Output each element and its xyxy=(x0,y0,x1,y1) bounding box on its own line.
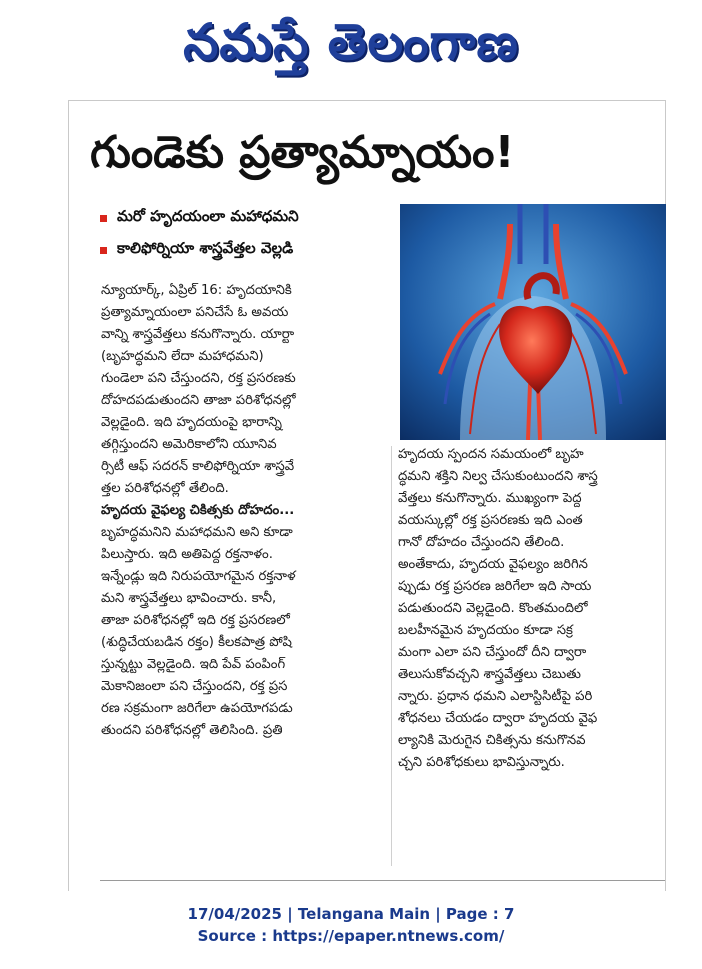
bullet-item xyxy=(100,202,400,234)
text-line: మంగా ఎలా పని చేస్తుందో దీని ద్వారా xyxy=(398,645,587,660)
text-line: వేత్తలు కనుగొన్నారు. ముఖ్యంగా పెద్ద xyxy=(398,491,582,506)
article-right-column xyxy=(398,444,666,774)
text-line: వయస్కుల్లో రక్త ప్రసరణకు ఇది ఎంత xyxy=(398,513,583,528)
text-line: బృహద్ధమనిని మహాధమని అని కూడా xyxy=(101,525,293,540)
text-line: తెలుసుకోవచ్చని శాస్త్రవేత్తలు చెబుతు xyxy=(398,667,581,682)
text-line: (బృహద్ధమని లేదా మహాధమని) xyxy=(101,349,264,364)
page-footer xyxy=(0,903,702,947)
text-line: ఇన్నేండ్లు ఇది నిరుపయోగమైన రక్తనాళ xyxy=(101,569,296,584)
text-line: బలహీనమైన హృదయం కూడా సక్ర xyxy=(398,623,573,638)
text-line: పిలుస్తారు. ఇది అతిపెద్ద రక్తనాళం. xyxy=(101,547,273,562)
bullet-square-icon xyxy=(100,247,107,254)
bullet-text: కాలిఫోర్నియా శాస్త్రవేత్తల వెల్లడి xyxy=(117,239,294,257)
text-line: త్తల పరిశోధనల్లో తేలింది. xyxy=(101,481,229,496)
text-line: ర్సిటీ ఆఫ్ సదరన్ కాలిఫోర్నియా శాస్త్రవే xyxy=(101,459,295,474)
text-line: ద్ధమని శక్తిని నిల్వ చేసుకుంటుందని శాస్త్ర xyxy=(398,469,598,484)
text-line: తాజా పరిశోధనల్లో ఇది రక్త ప్రసరణలో xyxy=(101,613,290,628)
text-line: వాన్ని శాస్త్రవేత్తలు కనుగొన్నారు. యార్టా xyxy=(101,327,295,342)
text-line: ప్రత్యామ్నాయంలా పనిచేసే ఓ అవయ xyxy=(101,305,289,320)
text-line: పడుతుందని వెల్లడైంది. కొంతమందిలో xyxy=(398,601,588,616)
text-line: శోధనలు చేయడం ద్వారా హృదయ వైఫ xyxy=(398,711,598,726)
footer-date-edition: 17/04/2025 | Telangana Main | Page : 7 xyxy=(187,905,515,923)
text-line: హృదయ స్పందన సమయంలో బృహ xyxy=(398,447,584,462)
text-line: (శుద్ధిచేయబడిన రక్తం) కీలకపాత్ర పోషి xyxy=(101,635,292,650)
text-line: ప్పుడు రక్త ప్రసరణ జరిగేలా ఇది సాయ xyxy=(398,579,592,594)
text-line: తగ్గిస్తుందని అమెరికాలోని యూనివ xyxy=(101,437,277,452)
text-line: గానో దోహదం చేస్తుందని తేలింది. xyxy=(398,535,565,550)
text-line: చ్చని పరిశోధకులు భావిస్తున్నారు. xyxy=(398,755,565,770)
article-bullets xyxy=(100,202,400,266)
text-line: తుందని పరిశోధనల్లో తెలిసింది. ప్రతి xyxy=(101,723,283,738)
heart-illustration xyxy=(400,204,666,440)
text-line: న్నారు. ప్రధాన ధమని ఎలాస్టిసిటీపై పరి xyxy=(398,689,593,704)
article-headline: గుండెకు ప్రత్యామ్నాయం! xyxy=(90,127,515,178)
bottom-rule xyxy=(100,880,665,881)
footer-source-link[interactable]: Source : https://epaper.ntnews.com/ xyxy=(197,927,505,945)
bullet-text: మరో హృదయంలా మహాధమని xyxy=(117,207,299,225)
masthead-logo: నమస్తే తెలంగాణ xyxy=(183,13,519,71)
text-line: వెల్లడైంది. ఇది హృదయంపై భారాన్ని xyxy=(101,415,282,430)
text-line: న్యూయార్క్, ఏప్రిల్ 16: హృదయానికి xyxy=(101,283,292,298)
heart-anatomy-image xyxy=(400,204,666,440)
text-line: గుండెలా పని చేస్తుందని, రక్త ప్రసరణకు xyxy=(101,371,296,386)
article-left-column xyxy=(101,280,389,742)
article-subheading: హృదయ వైఫల్య చికిత్సకు దోహదం... xyxy=(101,503,295,518)
bullet-item xyxy=(100,234,400,266)
text-line: దోహదపడుతుందని తాజా పరిశోధనల్లో xyxy=(101,393,296,408)
column-divider xyxy=(391,446,392,866)
text-line: మెకానిజంలా పని చేస్తుందని, రక్త ప్రస xyxy=(101,679,288,694)
text-line: అంతేకాదు, హృదయ వైఫల్యం జరిగిన xyxy=(398,557,588,572)
bullet-square-icon xyxy=(100,215,107,222)
text-line: ల్యానికి మెరుగైన చికిత్సను కనుగొనవ xyxy=(398,733,586,748)
text-line: స్తున్నట్టు వెల్లడైంది. ఇది పేవ్ పంపింగ్ xyxy=(101,657,286,672)
text-line: మని శాస్త్రవేత్తలు భావించారు. కానీ, xyxy=(101,591,277,606)
frame-left-edge xyxy=(68,101,69,891)
text-line: రణ సక్రమంగా జరిగేలా ఉపయోగపడు xyxy=(101,701,293,716)
